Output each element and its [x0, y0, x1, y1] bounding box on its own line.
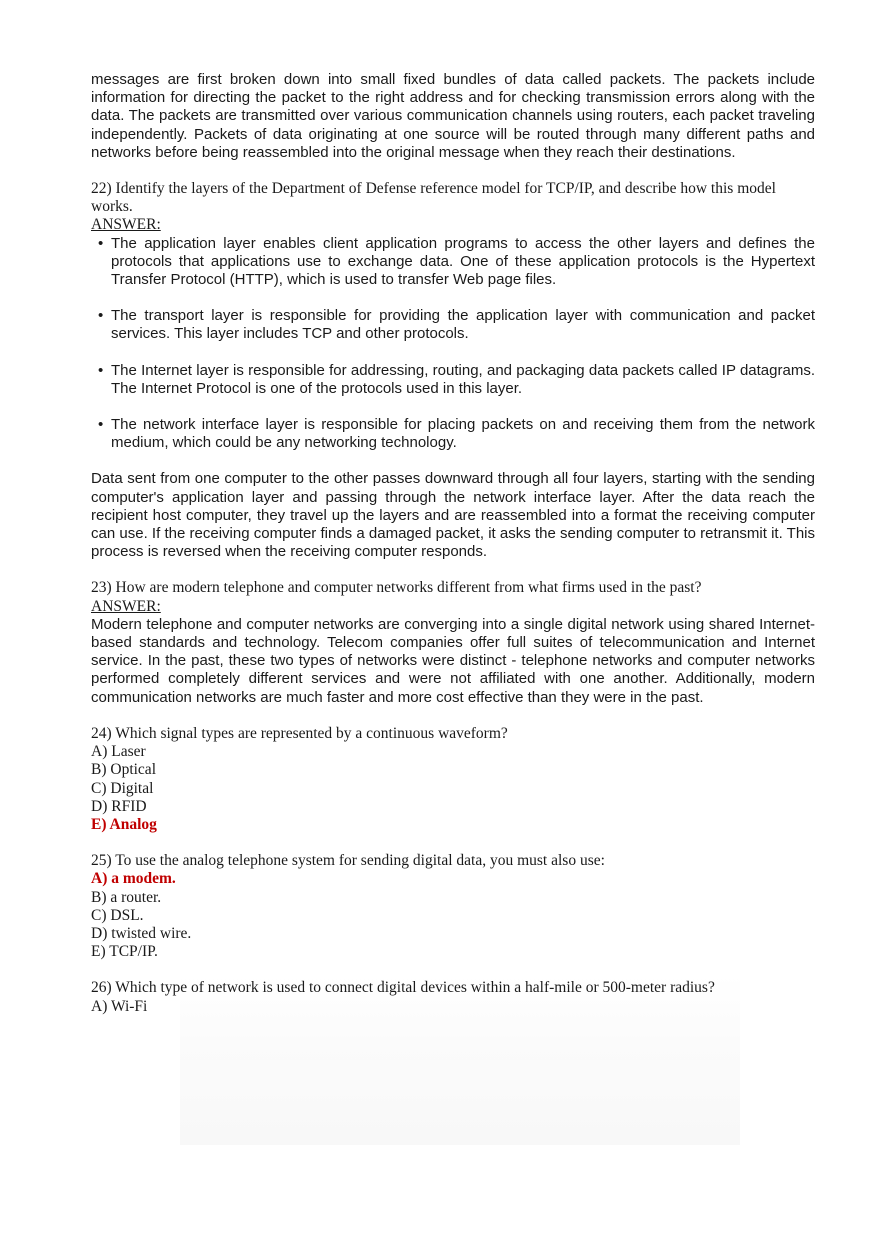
question-22-summary: Data sent from one computer to the other passes downward through all four layers, starting with the sending computer's application layer and passing through the network interface layer. After the data reach the recipient host computer, they travel up the layers and are reassembled into a format the receiving computer can use. If the receiving computer finds a damaged packet, it asks the sending computer to retransmit it. This process is reversed when the receiving computer responds.: [91, 470, 815, 561]
question-23-answer: Modern telephone and computer networks are converging into a single digital network using shared Internet-based standards and technology. Telecom companies offer full suites of telecommunication and Internet service. In the past, these two types of networks were distinct - telephone networks and computer networks performed completely different services and were not affiliated with one another. Additionally, modern communication networks are much faster and more cost effective than they were in the past.: [91, 615, 815, 706]
question-22-text: 22) Identify the layers of the Department of Defense reference model for TCP/IP, and describe how this model works.: [91, 180, 776, 216]
document-page: [91, 71, 815, 1016]
question-25-text: 25) To use the analog telephone system for sending digital data, you must also use:: [91, 852, 605, 870]
question-24: [91, 725, 815, 834]
option-e-correct: E) Analog: [91, 815, 157, 833]
option-a-correct: A) a modem.: [91, 870, 176, 888]
layer-list: [91, 235, 815, 453]
question-24-text: 24) Which signal types are represented by a continuous waveform?: [91, 724, 508, 742]
option-b: B) Optical: [91, 761, 156, 779]
answer-label: ANSWER:: [91, 597, 161, 615]
bullet-icon: •: [98, 307, 104, 325]
answer-label: ANSWER:: [91, 216, 161, 234]
question-26-text: 26) Which type of network is used to connect digital devices within a half-mile or 500-meter radius?: [91, 979, 715, 997]
list-item: • The network interface layer is responsible for placing packets on and receiving them from the network medium, which could be any networking technology.: [98, 416, 815, 452]
intro-paragraph: messages are first broken down into small fixed bundles of data called packets. The packets include information for directing the packet to the right address and for checking transmission errors along with the data. The packets are transmitted over various communication channels using routers, each packet traveling independently. Packets of data originating at one source will be routed through many different paths and networks before being reassembled into the original message when they reach their destinations.: [91, 71, 815, 161]
option-b: B) a router.: [91, 888, 162, 906]
option-c: C) DSL.: [91, 906, 144, 924]
list-item: • The Internet layer is responsible for addressing, routing, and packaging data packets called IP datagrams. The Internet Protocol is one of the protocols used in this layer.: [98, 361, 815, 397]
option-e: E) TCP/IP.: [91, 943, 158, 961]
question-23-text: 23) How are modern telephone and computer networks different from what firms used in the past?: [91, 579, 702, 597]
list-item: • The application layer enables client application programs to access the other layers and defines the protocols that applications use to exchange data. One of these application protocols is the Hypertext Transfer Protocol (HTTP), which is used to transfer Web page files.: [98, 234, 815, 289]
question-26: [91, 979, 815, 1015]
bullet-icon: •: [98, 416, 104, 434]
question-25: [91, 852, 815, 961]
bullet-icon: •: [98, 234, 104, 252]
list-item: • The transport layer is responsible for providing the application layer with communication and packet services. This layer includes TCP and other protocols.: [98, 307, 815, 343]
option-d: D) twisted wire.: [91, 924, 192, 942]
bullet-icon: •: [98, 361, 104, 379]
question-23: [91, 579, 815, 706]
question-22: [91, 180, 815, 561]
option-a: A) Wi-Fi: [91, 997, 148, 1015]
option-a: A) Laser: [91, 743, 146, 761]
option-c: C) Digital: [91, 779, 154, 797]
option-d: D) RFID: [91, 797, 147, 815]
